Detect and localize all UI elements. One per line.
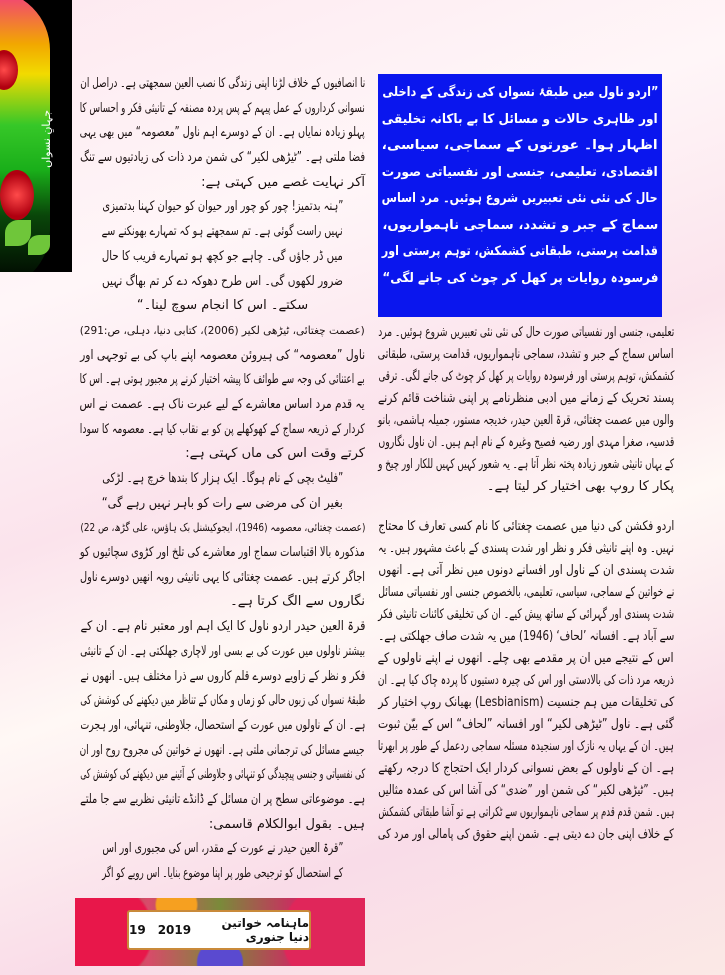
line-text: بیشتر ناولوں میں عورت کی بے بسی اور لاچاری جھلکتی ہے۔ ان کے تانیثی — [80, 643, 365, 659]
line-text: اور ظاہری حالات و مسائل کا بے باکانہ تخلیقی — [382, 111, 658, 127]
line-text: سماج کے جبر و تشدد، سماجی ناہمواریوں، — [382, 217, 658, 233]
line-text: ذریعہ مرد ذات کی بالادستی اور اس کی چیرہ دستیوں کا پردہ چاک کیا ہے۔ ان — [378, 673, 674, 688]
line-text: نے خواتین کے سماجی، سیاسی، تعلیمی، بالخصوص جنسی اور نفسیاتی مسائل — [378, 585, 674, 600]
text-line — [378, 626, 674, 648]
quote-line — [80, 862, 365, 887]
line-text: ہیں۔ ”ٹیڑھی لکیر“ کی شمن اور ”ضدی“ کی آشا اس کی عمدہ مثالیں — [378, 783, 674, 798]
text-line — [378, 780, 674, 802]
quote-line — [80, 270, 365, 295]
line-text: جیسے مسائل کی ترجمانی ملتی ہے۔ انھوں نے خواتین کی مجروح روح اور ان — [80, 742, 365, 758]
page-number: 19 — [129, 923, 146, 937]
text-line — [382, 239, 658, 266]
text-line — [378, 714, 674, 736]
line-text: ضرور لکھوں گی۔ اس طرح دھوکہ دے کر تم بھاگ نہیں — [102, 273, 343, 289]
quote-line — [80, 492, 365, 517]
footer-label — [127, 910, 311, 950]
text-line — [80, 146, 365, 171]
line-text: اظہار ہوا۔ عورتوں کے سماجی، سیاسی، — [382, 138, 658, 153]
text-line — [378, 454, 674, 476]
line-text: آکر نہایت غصے میں کہتی ہے: — [201, 174, 365, 190]
line-text: ہے۔ ان کے ناولوں کے بعض نسوانی کردار ایک احتجاج کا درجہ رکھتے — [378, 761, 674, 776]
line-text: کے استحصال کو ترجیحی طور پر اپنا موضوع بنایا۔ اس رویے کو اگر — [102, 866, 343, 881]
text-line — [378, 538, 674, 560]
text-line — [382, 186, 658, 213]
line-text: حال کی نئی نئی تعبیریں شروع ہوئیں۔ مرد اساس — [382, 191, 658, 206]
quote-line — [80, 220, 365, 245]
line-text: ”اردو ناول میں طبقۂ نسواں کی زندگی کے داخلی — [382, 85, 658, 100]
line-text: شدت پسندی ان کے ناول اور افسانے دونوں میں نظر آتی ہے۔ انھوں — [378, 563, 674, 578]
footer-flower-banner — [75, 898, 365, 966]
text-line — [378, 736, 674, 758]
magazine-name: ماہنامہ خواتین دنیا جنوری — [221, 916, 309, 944]
text-line — [382, 266, 658, 293]
text-line — [378, 476, 674, 498]
line-text: قرۃ العین حیدر اردو ناول کا ایک اہم اور معتبر نام ہے۔ ان کے — [80, 619, 365, 635]
issue-year: 2019 — [157, 923, 192, 937]
line-text: ہیں۔ ان کے یہاں یہ نازک اور سنجیدہ مسئلہ سماجی ردعمل کے طور پر ابھرتا — [378, 739, 674, 754]
section-title: جہانِ نسواں — [40, 110, 53, 168]
line-text: ”قرۃ العین حیدر نے عورت کے مقدر، اس کی مجبوری اور اس — [102, 841, 343, 857]
line-text: نسوانی کرداروں کے عمل پیہم کے پس پردہ مصنفہ کے تانیثی فکر و احساس کا — [80, 100, 365, 116]
text-line — [378, 410, 674, 432]
line-text: ”ہنہ بدتمیز! چور کو چور اور حیوان کو حیوان کہنا بدتمیزی — [102, 199, 343, 215]
line-text: نہیں راست گوئی ہے۔ تم سمجھتے ہو کہ تمہارے بھونکنے سے — [102, 224, 343, 240]
text-line — [378, 322, 674, 344]
line-text: اس کے نتیجے میں ان پر مقدمے بھی چلے۔ انھوں نے اپنے ناولوں کے — [378, 651, 674, 666]
line-text: ہے۔ ان کے ناولوں میں عورت کے استحصال، جلاوطنی، تنہائی، اور ہجرت — [80, 717, 365, 733]
quote-line — [80, 245, 365, 270]
line-text: اقتصادی، تعلیمی، جنسی اور نفسیاتی صورت — [382, 164, 658, 180]
text-line — [378, 648, 674, 670]
line-text: کردار کے ذریعہ سماج کے کھوکھلے پن کو بے نقاب کیا ہے۔ معصومہ کا سودا — [80, 421, 365, 437]
text-line — [80, 97, 365, 122]
line-text: ہیں۔ بقول ابوالکلام قاسمی: — [208, 816, 365, 832]
line-text: قدامت پرستی، طبقاتی کشمکش، توہم پرستی اور — [382, 244, 658, 259]
line-text: والوں میں عصمت چغتائی، قرۃ العین حیدر، خدیجہ مستور، جمیلہ ہاشمی، بانو — [378, 413, 674, 428]
line-text: اجاگر کرتے ہیں۔ عصمت چغتائی کا یہی تانیثی رویہ انھیں دوسرے ناول — [80, 569, 365, 585]
line-text: کرتے وقت اس کی ماں کہتی ہے: — [185, 446, 365, 462]
quote-line — [80, 294, 365, 319]
line-text: پسند تحریک کے زمانے میں ادبی منظرنامے پر اپنی شناخت قائم کرنے — [378, 391, 674, 406]
line-text: کے یہاں تانیثی شعور زیادہ پختہ نظر آتا ہے۔ یہ شعور کہیں کہیں للکار اور چیخ و — [378, 457, 674, 472]
line-text: سکتے۔ اس کا انجام سوچ لینا۔“ — [136, 298, 309, 314]
quote-line — [80, 195, 365, 220]
text-line — [382, 160, 658, 187]
pull-quote-box — [378, 74, 662, 317]
text-line — [378, 582, 674, 604]
text-line — [378, 802, 674, 824]
text-line — [382, 107, 658, 134]
line-text: میں ڈر جاؤں گی۔ چاہے جو کچھ ہو تمہارے فریب کا حال — [102, 248, 343, 264]
line-text: نا انصافیوں کے خلاف لڑنا اپنی زندگی کا نصب العین سمجھتی ہے۔ دراصل ان — [80, 76, 365, 91]
text-line — [378, 692, 674, 714]
right-column — [378, 322, 674, 846]
line-text: کی تخلیقات میں ہم جنسیت (Lesbianism) بھیانک روپ اختیار کر — [378, 695, 674, 710]
line-text: نہیں۔ وہ اپنے تانیثی فکر و نظر اور شدت پسندی کے باعث مشہور ہیں۔ یہ — [378, 541, 674, 556]
text-line — [382, 80, 658, 107]
text-line — [378, 560, 674, 582]
line-text: کی نفسیاتی و جنسی پیچیدگی کو تنہائی و جلاوطنی کے آئینے میں دیکھنے کی کوشش کی — [80, 767, 365, 783]
line-text: قدسیہ، صغرا مہدی اور رضیہ فصیح وغیرہ کے نام اہم ہیں۔ ان ناول نگاروں — [378, 435, 674, 450]
line-text: فرسودہ روایات پر کھل کر چوٹ کی جانے لگی“ — [382, 270, 658, 286]
text-line — [378, 604, 674, 626]
line-text: ناول ”معصومہ“ کی ہیروئن معصومہ اپنے باپ کی بے توجہی اور — [80, 347, 365, 363]
line-text: پکار کا روپ بھی اختیار کر لیتا ہے۔ — [486, 479, 674, 494]
line-text: پہلو زیادہ نمایاں ہے۔ ان کے دوسرے اہم ناول ”معصومہ“ میں بھی یہی — [80, 125, 365, 141]
text-line — [378, 432, 674, 454]
line-text: طبقۂ نسواں کی زبوں حالی کو زماں و مکاں کے تناظر میں دیکھنے کی کوشش کی — [80, 693, 365, 709]
text-line — [80, 72, 365, 97]
text-line — [382, 133, 658, 160]
line-text: سے آباد ہے۔ افسانہ ’لحاف‘ (1946) میں یہ شدت صاف جھلکتی ہے۔ — [378, 629, 674, 644]
line-text: یہ قدم مرد اساس معاشرے کے لیے عبرت ناک ہے۔ عصمت نے اس — [80, 396, 365, 412]
text-line — [378, 824, 674, 846]
line-text: ہیں۔ شمن قدم قدم پر سماجی ناہمواریوں سے ٹکراتی ہے تو آشا طبقاتی کشمکش — [378, 805, 674, 820]
line-text: (عصمت چغتائی، معصومہ (1946)، ایجوکیشنل بک ہاؤس، علی گڑھ، ص 22) — [80, 521, 365, 535]
text-line — [378, 758, 674, 780]
line-text: فضا ملتی ہے۔ ”ٹیڑھی لکیر“ کی شمن مرد ذات کی زیادتیوں سے تنگ — [80, 150, 365, 166]
line-text: مذکورہ بالا اقتباسات سماج اور معاشرے کی تلخ اور کڑوی سچائیوں کو — [80, 545, 365, 561]
line-text: (عصمت چغتائی، ٹیڑھی لکیر (2006)، کتابی دنیا، دہلی، ص:291) — [80, 323, 365, 337]
line-text: گئی ہے۔ ناول ”ٹیڑھی لکیر“ اور افسانہ ”لحاف“ اس کے بیّن ثبوت — [378, 717, 674, 732]
line-text: اردو فکشن کی دنیا میں عصمت چغتائی کا نام کسی تعارف کا محتاج — [378, 519, 674, 534]
text-line — [378, 516, 674, 538]
text-line — [378, 366, 674, 388]
line-text: شدت پسندی اور گہرائی کے ساتھ پیش کیے۔ ان کی تخلیقی کائنات تانیثی فکر — [378, 607, 674, 622]
line-text: اساس سماج کے جبر و تشدد، سماجی ناہمواریوں، قدامت پرستی، طبقاتی — [378, 347, 674, 362]
text-line — [378, 344, 674, 366]
line-text: ”فلیٹ بچی کے نام ہوگا۔ ایک ہزار کا بندھا خرچ ہے۔ لڑکی — [102, 471, 343, 486]
line-text: بے اعتنائی کی وجہ سے طوائف کا پیشہ اختیار کرنے پر مجبور ہوتی ہے۔ اس کا — [80, 372, 365, 388]
line-text: ہے۔ موضوعاتی سطح پر ان مسائل کے ڈانڈے تانیثی نظریے سے جا ملتے — [80, 791, 365, 807]
line-text: فکر و نظر کے زاویے دوسرے قلم کاروں سے ذرا مختلف ہیں۔ انھوں نے — [80, 668, 365, 684]
text-line — [378, 670, 674, 692]
text-line — [80, 121, 365, 146]
text-line — [80, 171, 365, 196]
text-line — [382, 213, 658, 240]
text-line — [378, 388, 674, 410]
line-text: کشمکش، توہم پرستی اور فرسودہ روایات پر کھل کر چوٹ کی جانے لگی۔ ترقی — [378, 369, 674, 384]
paragraph-gap — [378, 498, 674, 516]
line-text: نگاروں سے الگ کرتا ہے۔ — [230, 594, 365, 610]
line-text: بغیر ان کی مرضی سے رات کو باہر نہیں رہے گی“ — [102, 495, 343, 511]
line-text: تعلیمی، جنسی اور نفسیاتی صورت حال کی نئی نئی تعبیریں شروع ہوئیں۔ مرد — [378, 325, 674, 340]
line-text: کے خلاف اپنی جان دے دیتی ہے۔ شمن اپنے حقوق کی پامالی اور مرد کی — [378, 827, 674, 842]
